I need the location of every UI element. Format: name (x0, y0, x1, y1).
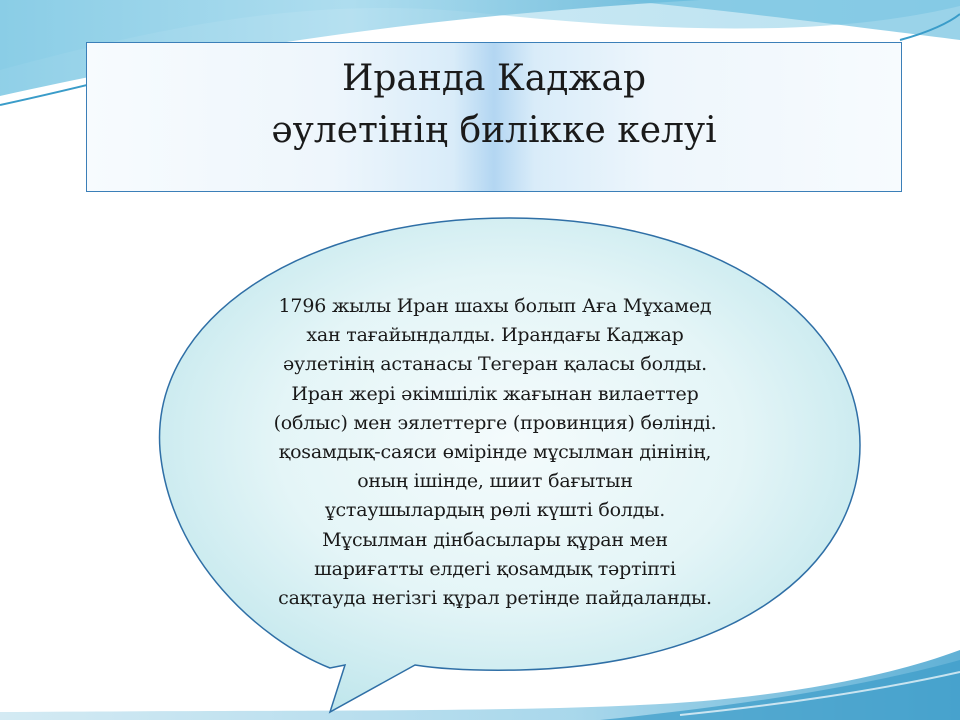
body-line: (облыс) мен эялеттерге (провинция) бөлінді. (273, 411, 717, 434)
body-line: сақтауда негізгі құрал ретінде пайдаланды. (278, 587, 712, 610)
body-line: қоsамдық-саяси өмірінде мұсылман дінінің, (278, 441, 712, 464)
body-line: 1796 жылы Иран шахы болып Аға Мұхамед (278, 295, 712, 317)
body-line: әулетінің астанасы Тегеран қаласы болды. (282, 353, 708, 376)
slide-title-line-2: әулетінің билікке келуі (271, 110, 717, 151)
body-line: оның ішінде, шиит бағытын (357, 470, 633, 493)
body-line: хан тағайындалды. Ирандағы Каджар (306, 324, 684, 347)
bubble-body-text (230, 292, 760, 613)
body-line: Мұсылман дінбасылары құран мен (322, 528, 668, 551)
body-line: ұстаушылардың рөлі күшті болды. (324, 499, 666, 522)
body-line: шариғатты елдегі қоsамдық тәртіпті (314, 557, 676, 580)
body-line: Иран жері әкімшілік жағынан вилаеттер (291, 382, 699, 405)
slide-title-line-1: Иранда Каджар (341, 58, 647, 99)
